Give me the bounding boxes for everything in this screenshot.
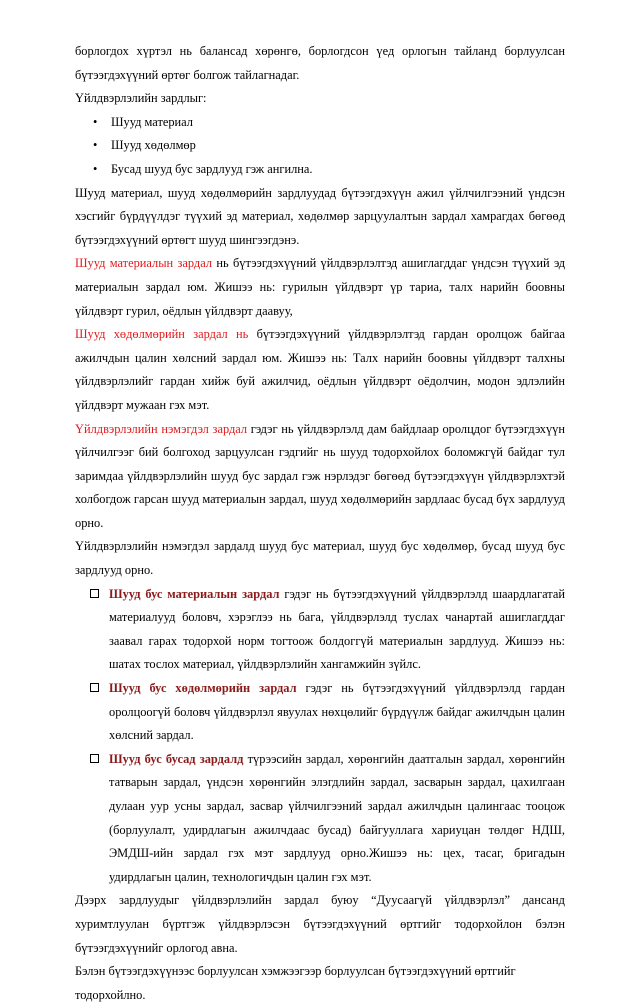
list-item bbox=[89, 677, 565, 748]
cost-types-title: Үйлдвэрлэлийн зардлыг: bbox=[75, 91, 207, 106]
labor-paragraph bbox=[75, 323, 565, 417]
checkbox-bullet-icon bbox=[90, 683, 99, 692]
indirect-labor-term: Шууд бус хөдөлмөрийн зардал bbox=[109, 681, 297, 696]
bullet-icon: • bbox=[93, 138, 98, 153]
list-item: • Бусад шууд бус зардлууд гэж ангилна. bbox=[93, 158, 565, 182]
intro-paragraph: борлогдох хүртэл нь балансад хөрөнгө, борлогдсон үед орлогын тайланд борлуулсан бүтээгдэхүүний өртөг болгож тайлагнадаг. bbox=[75, 44, 565, 82]
indirect-other-text: түрээсийн зардал, хөрөнгийн даатгалын зардал, хөрөнгийн татварын зардал, үндсэн хөрөнгийн элэгдлийн зардал, засварын зардал, цахилгаан дулаан уур усны зардал, засвар үйлчилгээний зардал ажилчдын цалингаас тооцож (борлуулалт, удирдлагын ажилчдаас бусад) байгууллага хариуцан төлдөг НДШ, ЭМДШ-ийн зардал гэх мэт зардлууд орно.Жишээ нь: цех, тасаг, бригадын удирдлагын цалин, технологичдын цалин гэх мэт. bbox=[109, 751, 565, 884]
bullet-icon: • bbox=[93, 114, 98, 129]
material-text: нь бүтээгдэхүүний үйлдвэрлэлтэд ашиглагддаг үндсэн түүхий эд материалын зардал юм. Жишээ нь: гурилын үйлдвэрт үр тариа, талх нарийн боовны үйлдвэрт гурил, оёдлын үйлдвэрт даавуу, bbox=[75, 256, 565, 318]
bullet-icon: • bbox=[93, 161, 98, 176]
list-item: • Шууд материал bbox=[93, 111, 565, 135]
labor-text: бүтээгдэхүүний үйлдвэрлэлтэд гардан оролцож байгаа ажилчдын цалин хөлсний зардал юм. Жишээ нь: Талх нарийн боовны үйлдвэрт талхны үйлдвэрлэлийг гардан хийж буй ажилчид, оёдлын үйлдвэрт оёдолчин, модон эдлэлийн үйлдвэрт мужаан гэх мэт. bbox=[75, 327, 565, 412]
indirect-other-term: Шууд бус бусад зардалд bbox=[109, 751, 244, 766]
overhead-paragraph bbox=[75, 418, 565, 536]
overhead-term: Үйлдвэрлэлийн нэмэгдэл зардал bbox=[75, 421, 248, 436]
checkbox-bullet-icon bbox=[90, 754, 99, 763]
material-paragraph bbox=[75, 252, 565, 323]
indirect-costs-list bbox=[75, 583, 565, 890]
direct-costs-paragraph: Шууд материал, шууд хөдөлмөрийн зардлуудад бүтээгдэхүүн ажил үйлчилгээний үндсэн хэсгийг бүрдүүлдэг түүхий эд материал, хөдөлмөр зарцуулалтын зардал хамрагдах бөгөөд бүтээгдэхүүний өртөгт шууд шингээгдэнэ. bbox=[75, 185, 565, 247]
overhead-text: гэдэг нь үйлдвэрлэлд дам байдлаар оролцдог бүтээгдэхүүн үйлчилгээг бий болгоход зарцуулсан гэдгийг нь шууд тодорхойлох боломжгүй байдаг тул заримдаа үйлдвэрлэлийн шууд бус зардал гэж нэрлэдэг бөгөөд бүтээгдэхүүн үйлдвэрлэхтэй холбогдож гарсан шууд материалын зардал, шууд хөдөлмөрийн зардлаас бусад бүх зардлууд орно. bbox=[75, 421, 566, 530]
document-page bbox=[75, 40, 565, 1007]
checkbox-bullet-icon bbox=[90, 589, 99, 598]
cost-types-list bbox=[75, 111, 565, 182]
indirect-labor-text: гэдэг нь бүтээгдэхүүний үйлдвэрлэлд гардан оролцоогүй боловч үйлдвэрлэл явуулах нөхцөлийг бүрдүүлж байдаг ажилчдын цалин хөлсний зардал. bbox=[109, 681, 565, 743]
labor-term: Шууд хөдөлмөрийн зардал нь bbox=[75, 327, 249, 342]
overhead-includes-paragraph: Үйлдвэрлэлийн нэмэгдэл зардалд шууд бус материал, шууд бус хөдөлмөр, бусад шууд бус зардлууд орно. bbox=[75, 539, 565, 578]
indirect-material-term: Шууд бус материалын зардал bbox=[109, 586, 280, 601]
closing-paragraph: Дээрх зардлуудыг үйлдвэрлэлийн зардал буюу “Дуусаагүй үйлдвэрлэл” дансанд хуримтлуулан бүртгэж үйлдвэрлэсэн бүтээгдэхүүний өртгийг тодорхойлон бэлэн бүтээгдэхүүнийг орлогод авна. bbox=[75, 893, 565, 955]
final-paragraph: Бэлэн бүтээгдэхүүнээс борлуулсан хэмжээгээр борлуулсан бүтээгдэхүүний өртгийг тодорхойлно. bbox=[75, 964, 516, 1002]
list-item bbox=[89, 748, 565, 890]
list-item: • Шууд хөдөлмөр bbox=[93, 134, 565, 158]
indirect-material-text: гэдэг нь бүтээгдэхүүний үйлдвэрлэлд шаардлагатай материалууд боловч, хэрэглээ нь бага, үйлдвэрлэлд туслах чанартай ашиглагддаг заавал гарах тодорхой норм тогтоож болдоггүй материалын зардлууд. Жишээ нь: шатах тослох материал, үйлдвэрлэлийн хангамжийн зүйлс. bbox=[109, 586, 565, 672]
list-item bbox=[89, 583, 565, 677]
material-term: Шууд материалын зардал bbox=[75, 256, 213, 271]
